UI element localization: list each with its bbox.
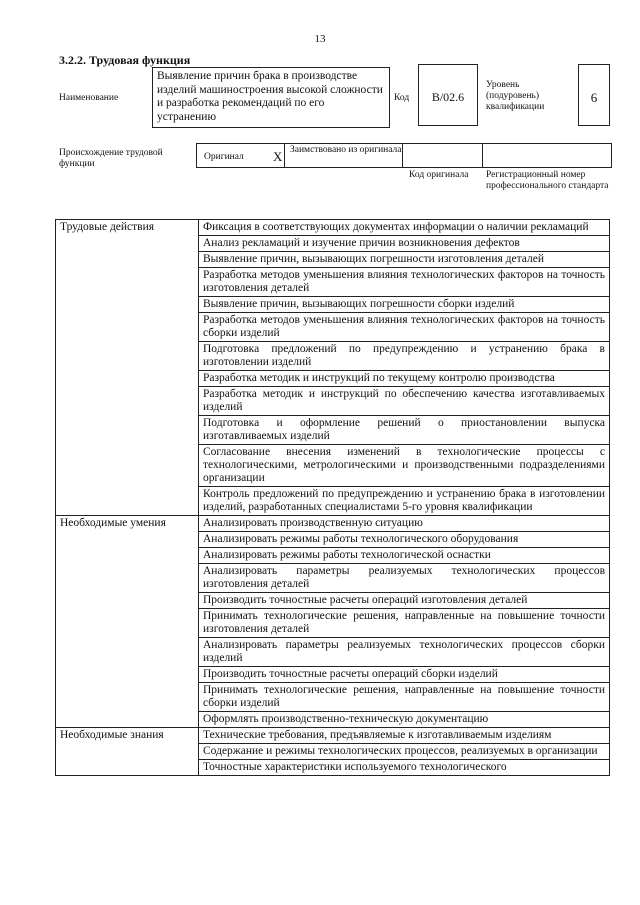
name-label: Наименование [59,93,119,103]
table-cell: Технические требования, предъявляемые к изготавливаемым изделиям [199,728,610,744]
table-cell: Фиксация в соответствующих документах информации о наличии рекламаций [199,220,610,236]
table-cell: Производить точностные расчеты операций изготовления деталей [199,593,610,609]
table-cell: Разработка методик и инструкций по обеспечению качества изготавливаемых изделий [199,387,610,416]
table-cell: Оформлять производственно-техническую документацию [199,712,610,728]
table-cell: Анализировать режимы работы технологического оборудования [199,532,610,548]
origin-row [196,143,612,168]
origin-borrowed-cell [285,144,403,167]
table-cell: Выявление причин, вызывающих погрешности изготовления деталей [199,252,610,268]
reg-number-label: Регистрационный номер профессионального стандарта [486,170,609,191]
table-cell: Выявление причин, вызывающих погрешности сборки изделий [199,297,610,313]
table-cell: Анализировать режимы работы технологической оснастки [199,548,610,564]
original-mark: X [273,149,283,164]
origin-original-cell [197,144,285,167]
function-details-table [55,219,610,776]
table-row [56,516,610,532]
table-cell: Разработка методов уменьшения влияния технологических факторов на точность сборки изделий [199,313,610,342]
table-cell: Анализ рекламаций и изучение причин возникновения дефектов [199,236,610,252]
original-label: Оригинал [204,152,244,162]
table-cell: Содержание и режимы технологических процессов, реализуемых в организации [199,744,610,760]
function-name-box: Выявление причин брака в производстве изделий машиностроения высокой сложности и разработка рекомендаций по его устранению [152,67,390,128]
table-cell: Производить точностные расчеты операций сборки изделий [199,667,610,683]
group-title: Трудовые действия [56,220,199,516]
table-cell: Анализировать параметры реализуемых технологических процессов изготовления деталей [199,564,610,593]
group-title: Необходимые умения [56,516,199,728]
table-cell: Анализировать параметры реализуемых технологических процессов сборки изделий [199,638,610,667]
group-title: Необходимые знания [56,728,199,776]
qualification-level-label: Уровень (подуровень) квалификации [486,80,545,112]
table-cell: Контроль предложений по предупреждению и устранению брака в изготовлении изделий, разработанных специалистами 5-го уровня квалификации [199,487,610,516]
original-code-label: Код оригинала [409,170,469,180]
page-number: 13 [314,33,326,45]
table-cell: Принимать технологические решения, направленные на повышение точности изготовления деталей [199,609,610,638]
table-cell: Подготовка и оформление решений о приостановлении выпуска изготавливаемых изделий [199,416,610,445]
qualification-level-box: 6 [578,64,610,126]
original-code-cell [403,144,483,167]
section-title: 3.2.2. Трудовая функция [59,53,191,67]
table-cell: Принимать технологические решения, направленные на повышение точности сборки изделий [199,683,610,712]
table-cell: Анализировать производственную ситуацию [199,516,610,532]
table-row [56,220,610,236]
cut-cell-text: Точностные характеристики используемого технологического [203,761,507,773]
reg-number-cell [483,144,613,167]
function-code-box: B/02.6 [418,64,478,126]
table-cell: Разработка методов уменьшения влияния технологических факторов на точность изготовления деталей [199,268,610,297]
table-cell: Разработка методик и инструкций по текущему контролю производства [199,371,610,387]
table-cell [199,760,610,776]
origin-label: Происхождение трудовой функции [59,148,163,169]
borrowed-label: Заимствовано из оригинала [290,145,402,155]
code-label: Код [394,93,410,103]
table-cell: Согласование внесения изменений в технологические процессы с технологическими, метрологическими и производственными подразделениями организации [199,445,610,487]
table-row [56,728,610,744]
table-cell: Подготовка предложений по предупреждению и устранению брака в изготовлении изделий [199,342,610,371]
